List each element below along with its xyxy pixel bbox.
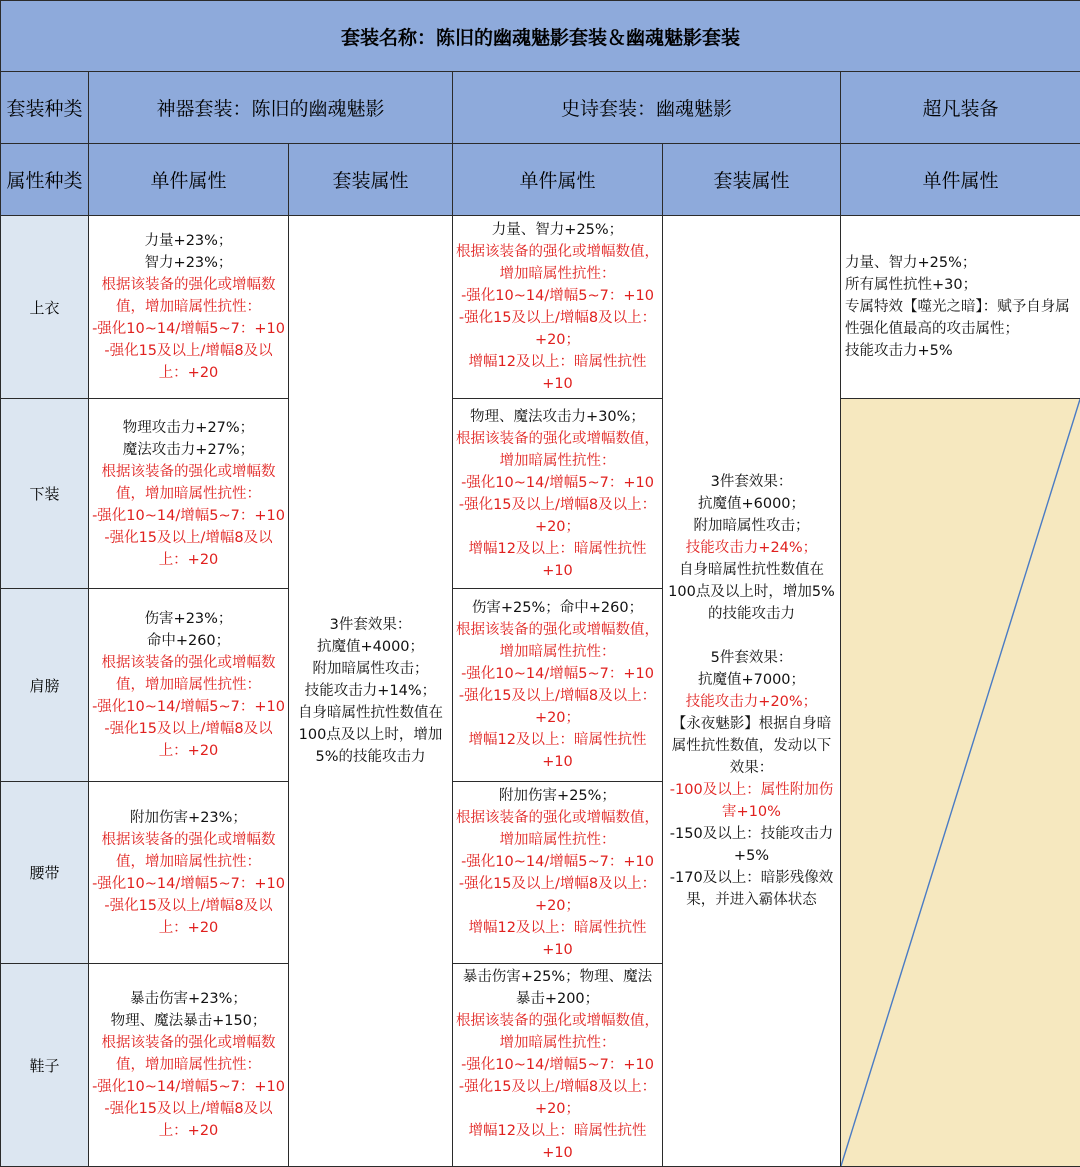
artifact-top-line: 根据该装备的强化或增幅数值，增加暗属性抗性： bbox=[92, 274, 285, 318]
epic-belt-attrs bbox=[453, 782, 663, 964]
epic-set-line: 抗魔值+7000； bbox=[666, 669, 837, 691]
artifact-top-line: 智力+23%； bbox=[92, 252, 285, 274]
epic-shoulder-line: -强化15及以上/增幅8及以上：+20； bbox=[456, 685, 659, 729]
epic-set-attr-header: 套装属性 bbox=[663, 144, 841, 216]
epic-single-attr-header: 单件属性 bbox=[453, 144, 663, 216]
slot-bottom: 下装 bbox=[1, 399, 89, 589]
artifact-shoes-line: -强化10~14/增幅5~7：+10 bbox=[92, 1076, 285, 1098]
artifact-shoes-line: 物理、魔法暴击+150； bbox=[92, 1010, 285, 1032]
artifact-set-header: 神器套装：陈旧的幽魂魅影 bbox=[89, 72, 453, 144]
artifact-bottom-line: -强化15及以上/增幅8及以上：+20 bbox=[92, 527, 285, 571]
artifact-bottom-line: 物理攻击力+27%； bbox=[92, 417, 285, 439]
epic-shoes-attrs bbox=[453, 964, 663, 1167]
epic-bottom-line: -强化15及以上/增幅8及以上：+20； bbox=[456, 494, 659, 538]
artifact-set-line: 附加暗属性攻击； bbox=[292, 658, 449, 680]
epic-belt-line: -强化10~14/增幅5~7：+10 bbox=[456, 851, 659, 873]
beyond-single-attr-header: 单件属性 bbox=[841, 144, 1080, 216]
epic-set-header: 史诗套装：幽魂魅影 bbox=[453, 72, 841, 144]
slot-shoulder: 肩膀 bbox=[1, 589, 89, 782]
artifact-set-line: 3件套效果： bbox=[292, 614, 449, 636]
artifact-bottom-attrs bbox=[89, 399, 289, 589]
beyond-header: 超凡装备 bbox=[841, 72, 1080, 144]
epic-set-effect bbox=[663, 216, 841, 1167]
artifact-belt-line: 附加伤害+23%； bbox=[92, 807, 285, 829]
beyond-top-attrs bbox=[841, 216, 1080, 399]
epic-top-line: -强化15及以上/增幅8及以上：+20； bbox=[456, 307, 659, 351]
slot-top: 上衣 bbox=[1, 216, 89, 399]
artifact-belt-attrs bbox=[89, 782, 289, 964]
epic-bottom-line: 根据该装备的强化或增幅数值，增加暗属性抗性： bbox=[456, 428, 659, 472]
artifact-shoes-line: 根据该装备的强化或增幅数值，增加暗属性抗性： bbox=[92, 1032, 285, 1076]
diagonal-slash bbox=[841, 399, 1080, 1166]
epic-set-line: 5件套效果： bbox=[666, 647, 837, 669]
artifact-belt-line: 根据该装备的强化或增幅数值，增加暗属性抗性： bbox=[92, 829, 285, 873]
epic-shoes-line: -强化10~14/增幅5~7：+10 bbox=[456, 1054, 659, 1076]
epic-bottom-line: -强化10~14/增幅5~7：+10 bbox=[456, 472, 659, 494]
beyond-top-line: 所有属性抗性+30； bbox=[845, 274, 1077, 296]
epic-set-line: -150及以上：技能攻击力+5% bbox=[666, 823, 837, 867]
epic-set-line: 自身暗属性抗性数值在100点及以上时，增加5%的技能攻击力 bbox=[666, 559, 837, 625]
artifact-set-line: 技能攻击力+14%； bbox=[292, 680, 449, 702]
artifact-shoulder-line: -强化10~14/增幅5~7：+10 bbox=[92, 696, 285, 718]
epic-shoulder-line: 增幅12及以上：暗属性抗性+10 bbox=[456, 729, 659, 773]
artifact-top-line: 力量+23%； bbox=[92, 230, 285, 252]
epic-bottom-line: 增幅12及以上：暗属性抗性+10 bbox=[456, 538, 659, 582]
artifact-set-effect bbox=[289, 216, 453, 1167]
epic-shoulder-line: 根据该装备的强化或增幅数值，增加暗属性抗性： bbox=[456, 619, 659, 663]
epic-belt-line: -强化15及以上/增幅8及以上：+20； bbox=[456, 873, 659, 917]
epic-top-line: 增幅12及以上：暗属性抗性+10 bbox=[456, 351, 659, 395]
artifact-bottom-line: 魔法攻击力+27%； bbox=[92, 439, 285, 461]
epic-bottom-attrs bbox=[453, 399, 663, 589]
artifact-set-line: 抗魔值+4000； bbox=[292, 636, 449, 658]
artifact-shoes-line: 暴击伤害+23%； bbox=[92, 988, 285, 1010]
epic-top-line: 根据该装备的强化或增幅数值，增加暗属性抗性： bbox=[456, 241, 659, 285]
artifact-shoulder-attrs bbox=[89, 589, 289, 782]
artifact-single-attr-header: 单件属性 bbox=[89, 144, 289, 216]
epic-set-line: 技能攻击力+24%； bbox=[666, 537, 837, 559]
epic-shoes-line: 增幅12及以上：暗属性抗性+10 bbox=[456, 1120, 659, 1164]
artifact-set-attr-header: 套装属性 bbox=[289, 144, 453, 216]
epic-shoes-line: 根据该装备的强化或增幅数值，增加暗属性抗性： bbox=[456, 1010, 659, 1054]
epic-shoes-line: -强化15及以上/增幅8及以上：+20； bbox=[456, 1076, 659, 1120]
artifact-top-attrs bbox=[89, 216, 289, 399]
artifact-top-line: -强化15及以上/增幅8及以上：+20 bbox=[92, 340, 285, 384]
slot-belt: 腰带 bbox=[1, 782, 89, 964]
epic-belt-line: 附加伤害+25%； bbox=[456, 785, 659, 807]
artifact-shoulder-line: 伤害+23%； bbox=[92, 608, 285, 630]
beyond-empty-cell bbox=[841, 399, 1080, 1167]
epic-set-line: 【永夜魅影】根据自身暗属性抗性数值，发动以下效果： bbox=[666, 713, 837, 779]
attr-type-label: 属性种类 bbox=[1, 144, 89, 216]
artifact-set-line: 自身暗属性抗性数值在100点及以上时，增加5%的技能攻击力 bbox=[292, 702, 449, 768]
epic-belt-line: 增幅12及以上：暗属性抗性+10 bbox=[456, 917, 659, 961]
epic-set-line: 抗魔值+6000； bbox=[666, 493, 837, 515]
epic-set-line: -170及以上：暗影残像效果，并进入霸体状态 bbox=[666, 867, 837, 911]
artifact-shoulder-line: 根据该装备的强化或增幅数值，增加暗属性抗性： bbox=[92, 652, 285, 696]
epic-shoulder-line: 伤害+25%；命中+260； bbox=[456, 597, 659, 619]
epic-set-line: 3件套效果： bbox=[666, 471, 837, 493]
epic-belt-line: 根据该装备的强化或增幅数值，增加暗属性抗性： bbox=[456, 807, 659, 851]
epic-top-line: -强化10~14/增幅5~7：+10 bbox=[456, 285, 659, 307]
beyond-top-line: 技能攻击力+5% bbox=[845, 340, 1077, 362]
artifact-belt-line: -强化10~14/增幅5~7：+10 bbox=[92, 873, 285, 895]
artifact-shoes-attrs bbox=[89, 964, 289, 1167]
epic-top-attrs bbox=[453, 216, 663, 399]
epic-set-line: -100及以上：属性附加伤害+10% bbox=[666, 779, 837, 823]
epic-shoulder-attrs bbox=[453, 589, 663, 782]
artifact-bottom-line: 根据该装备的强化或增幅数值，增加暗属性抗性： bbox=[92, 461, 285, 505]
slot-shoes: 鞋子 bbox=[1, 964, 89, 1167]
epic-bottom-line: 物理、魔法攻击力+30%； bbox=[456, 406, 659, 428]
beyond-top-line: 专属特效【噬光之暗】：赋予自身属性强化值最高的攻击属性； bbox=[845, 296, 1077, 340]
artifact-top-line: -强化10~14/增幅5~7：+10 bbox=[92, 318, 285, 340]
artifact-shoulder-line: -强化15及以上/增幅8及以上：+20 bbox=[92, 718, 285, 762]
artifact-shoulder-line: 命中+260； bbox=[92, 630, 285, 652]
epic-shoes-line: 暴击伤害+25%；物理、魔法暴击+200； bbox=[456, 966, 659, 1010]
spacer bbox=[666, 625, 837, 647]
artifact-bottom-line: -强化10~14/增幅5~7：+10 bbox=[92, 505, 285, 527]
table-title: 套装名称：陈旧的幽魂魅影套装＆幽魂魅影套装 bbox=[1, 1, 1080, 72]
epic-set-line: 技能攻击力+20%； bbox=[666, 691, 837, 713]
epic-set-line: 附加暗属性攻击； bbox=[666, 515, 837, 537]
beyond-top-line: 力量、智力+25%； bbox=[845, 252, 1077, 274]
epic-shoulder-line: -强化10~14/增幅5~7：+10 bbox=[456, 663, 659, 685]
epic-top-line: 力量、智力+25%； bbox=[456, 219, 659, 241]
artifact-shoes-line: -强化15及以上/增幅8及以上：+20 bbox=[92, 1098, 285, 1142]
set-type-label: 套装种类 bbox=[1, 72, 89, 144]
artifact-belt-line: -强化15及以上/增幅8及以上：+20 bbox=[92, 895, 285, 939]
